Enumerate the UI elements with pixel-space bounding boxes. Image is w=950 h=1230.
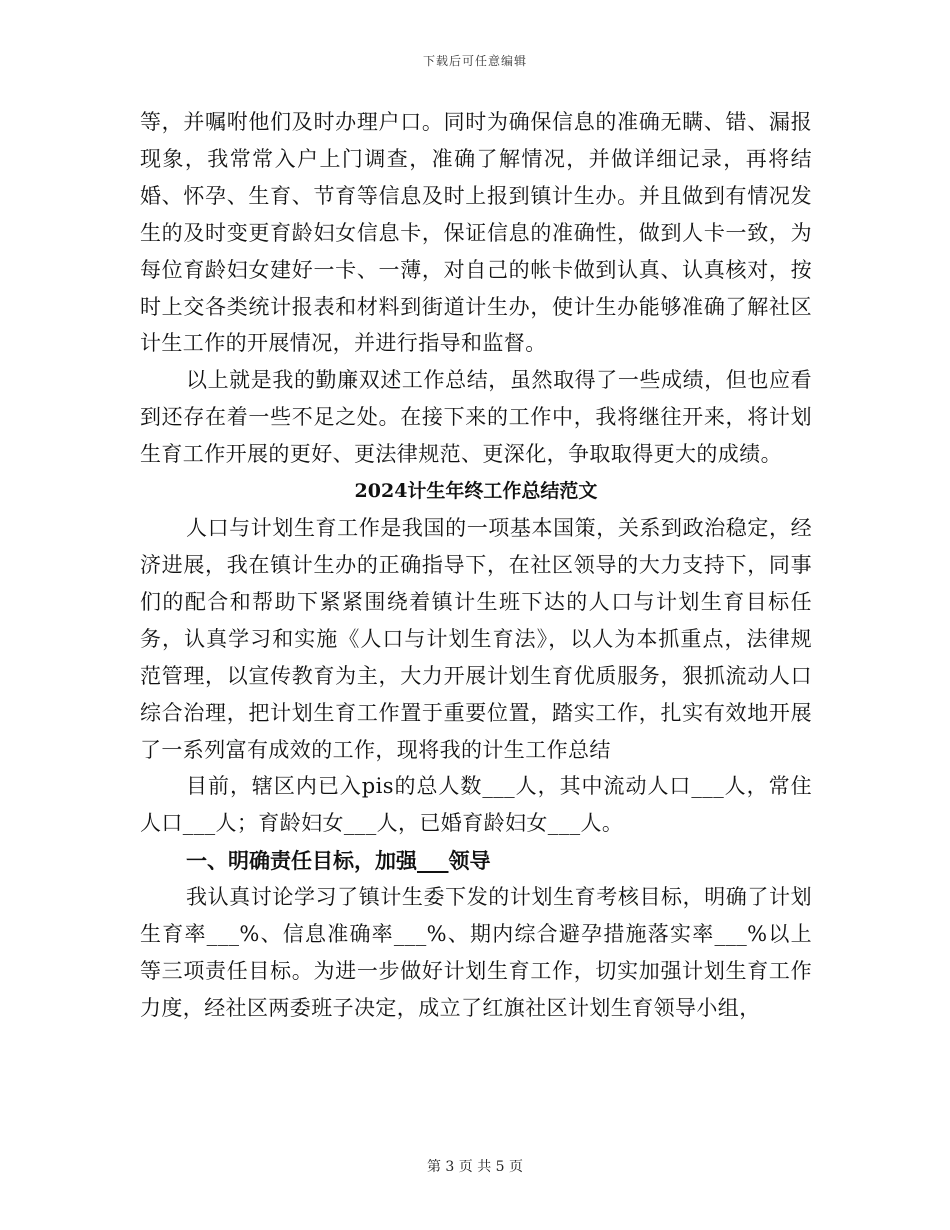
heading-1: 一、明确责任目标，加强___领导 [186, 848, 491, 874]
paragraph-5: 我认真讨论学习了镇计生委下发的计划生育考核目标，明确了计划生育率___%、信息准确率___%、期内综合避孕措施落实率___%以上等三项责任目标。为进一步做好计划生育工作，切实加强计划生育工作力度，经社区两委班子决定，成立了红旗社区计划生育领导小组， [140, 885, 812, 1020]
paragraph-1: 等，并嘱咐他们及时办理户口。同时为确保信息的准确无瞒、错、漏报现象，我常常入户上门调查，准确了解情况，并做详细记录，再将结婚、怀孕、生育、节育等信息及时上报到镇计生办。并且做到有情况发生的及时变更育龄妇女信息卡，保证信息的准确性，做到人卡一致，为每位育龄妇女建好一卡、一薄，对自己的帐卡做到认真、认真核对，按时上交各类统计报表和材料到街道计生办，使计生办能够准确了解社区计生工作的开展情况，并进行指导和监督。 [140, 110, 812, 356]
paragraph-3: 人口与计划生育工作是我国的一项基本国策，关系到政治稳定，经济进展，我在镇计生办的正确指导下，在社区领导的大力支持下，同事们的配合和帮助下紧紧围绕着镇计生班下达的人口与计划生育目标任务，认真学习和实施《人口与计划生育法》，以人为本抓重点，法律规范管理，以宣传教育为主，大力开展计划生育优质服务，狠抓流动人口综合治理，把计划生育工作置于重要位置，踏实工作，扎实有效地开展了一系列富有成效的工作，现将我的计生工作总结 [140, 516, 812, 762]
section-title: 2024计生年终工作总结范文 [354, 480, 598, 503]
document-body [140, 104, 812, 1027]
paragraph-4: 目前，辖区内已入pis的总人数___人，其中流动人口___人，常住人口___人；育龄妇女___人，已婚育龄妇女___人。 [140, 774, 812, 836]
page-header: 下载后可任意编辑 [422, 54, 527, 68]
paragraph-2: 以上就是我的勤廉双述工作总结，虽然取得了一些成绩，但也应看到还存在着一些不足之处。在接下来的工作中，我将继往开来，将计划生育工作开展的更好、更法律规范、更深化，争取取得更大的成绩。 [140, 368, 812, 467]
page-footer: 第 3 页 共 5 页 [426, 1159, 524, 1175]
